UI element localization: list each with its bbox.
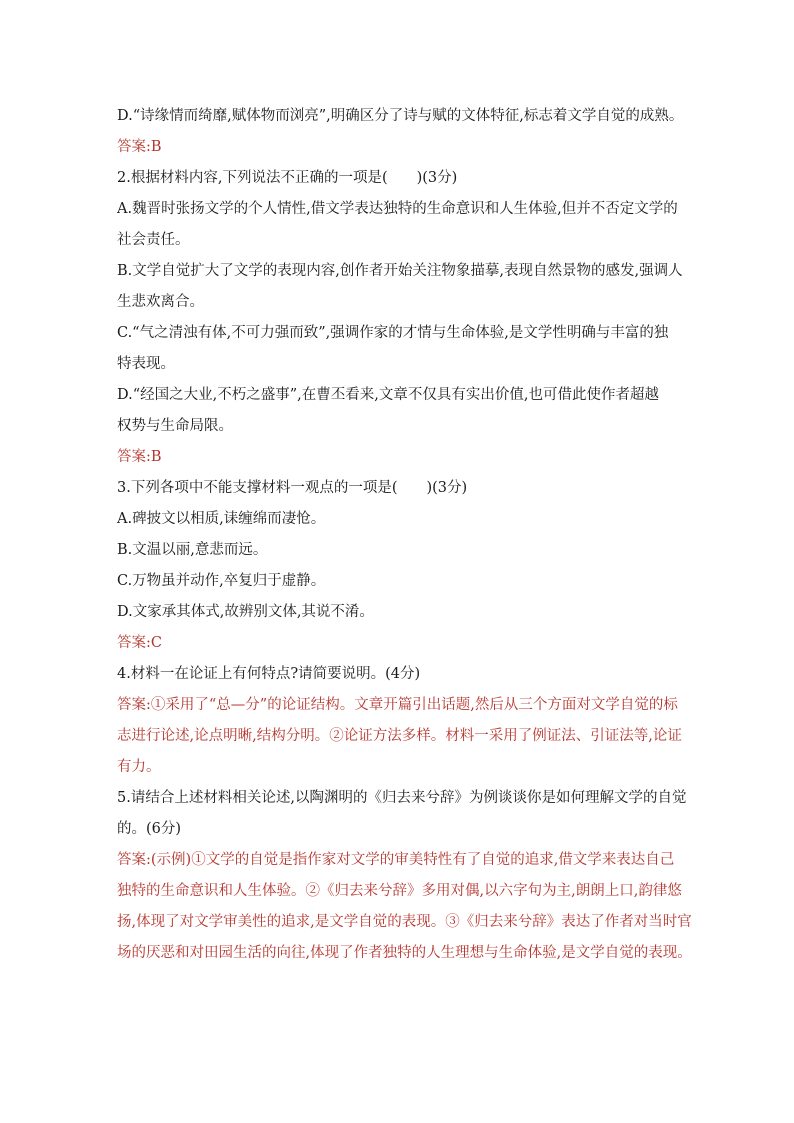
option-2c-line-1: C.“气之清浊有体,不可力强而致”,强调作家的才情与生命体验,是文学性明确与丰富的独 [117,325,669,341]
option-2d-line-1: D.“经国之大业,不朽之盛事”,在曹丕看来,文章不仅具有实出价值,也可借此使作者超越 [117,387,659,403]
option-2a-line-1: A.魏晋时张扬文学的个人情性,借文学表达独特的生命意识和人生体验,但并不否定文学的 [117,201,678,217]
answer-q5-line-3: 扬,体现了对文学审美性的追求,是文学自觉的表现。③《归去来兮辞》表达了作者对当时官 [117,914,692,930]
option-2b-line-1: B.文学自觉扩大了文学的表现内容,创作者开始关注物象描摹,表现自然景物的感发,强调人 [117,263,683,279]
answer-q5-line-4: 场的厌恶和对田园生活的向往,体现了作者独特的人生理想与生命体验,是文学自觉的表现。 [117,945,692,961]
document-content [117,101,692,969]
answer-q4-line-3: 有力。 [117,759,161,775]
option-2c-line-2: 特表现。 [117,356,175,372]
answer-q2: 答案:B [117,449,162,465]
option-3c: C.万物虽并动作,卒复归于虚静。 [117,573,326,589]
option-1d-line: D.“诗缘情而绮靡,赋体物而浏亮”,明确区分了诗与赋的文体特征,标志着文学自觉的成熟。 [117,108,684,124]
option-3b: B.文温以丽,意悲而远。 [117,542,268,558]
answer-q5-line-2: 独特的生命意识和人生体验。②《归去来兮辞》多用对偶,以六字句为主,朗朗上口,韵律悠 [117,883,682,899]
option-2a-line-2: 社会责任。 [117,232,190,248]
question-3: 3.下列各项中不能支撑材料一观点的一项是( )(3分) [117,480,468,496]
option-3a: A.碑披文以相质,诔缠绵而凄怆。 [117,511,326,527]
answer-q3: 答案:C [117,635,162,651]
answer-q5-line-1: 答案:(示例)①文学的自觉是指作家对文学的审美特性有了自觉的追求,借文学来表达自己 [117,852,675,868]
option-2b-line-2: 生悲欢离合。 [117,294,204,310]
answer-q4-line-1: 答案:①采用了“总—分”的论证结构。文章开篇引出话题,然后从三个方面对文学自觉的标 [117,697,678,713]
question-5-line-1: 5.请结合上述材料相关论述,以陶渊明的《归去来兮辞》为例谈谈你是如何理解文学的自觉 [117,790,687,806]
answer-q4-line-2: 志进行论述,论点明晰,结构分明。②论证方法多样。材料一采用了例证法、引证法等,论证 [117,728,682,744]
option-2d-line-2: 权势与生命局限。 [117,418,233,434]
answer-q1: 答案:B [117,139,162,155]
option-3d: D.文家承其体式,故辨别文体,其说不淆。 [117,604,374,620]
question-4: 4.材料一在论证上有何特点?请简要说明。(4分) [117,666,421,682]
question-5-line-2: 的。(6分) [117,821,182,837]
question-2: 2.根据材料内容,下列说法不正确的一项是( )(3分) [117,170,458,186]
